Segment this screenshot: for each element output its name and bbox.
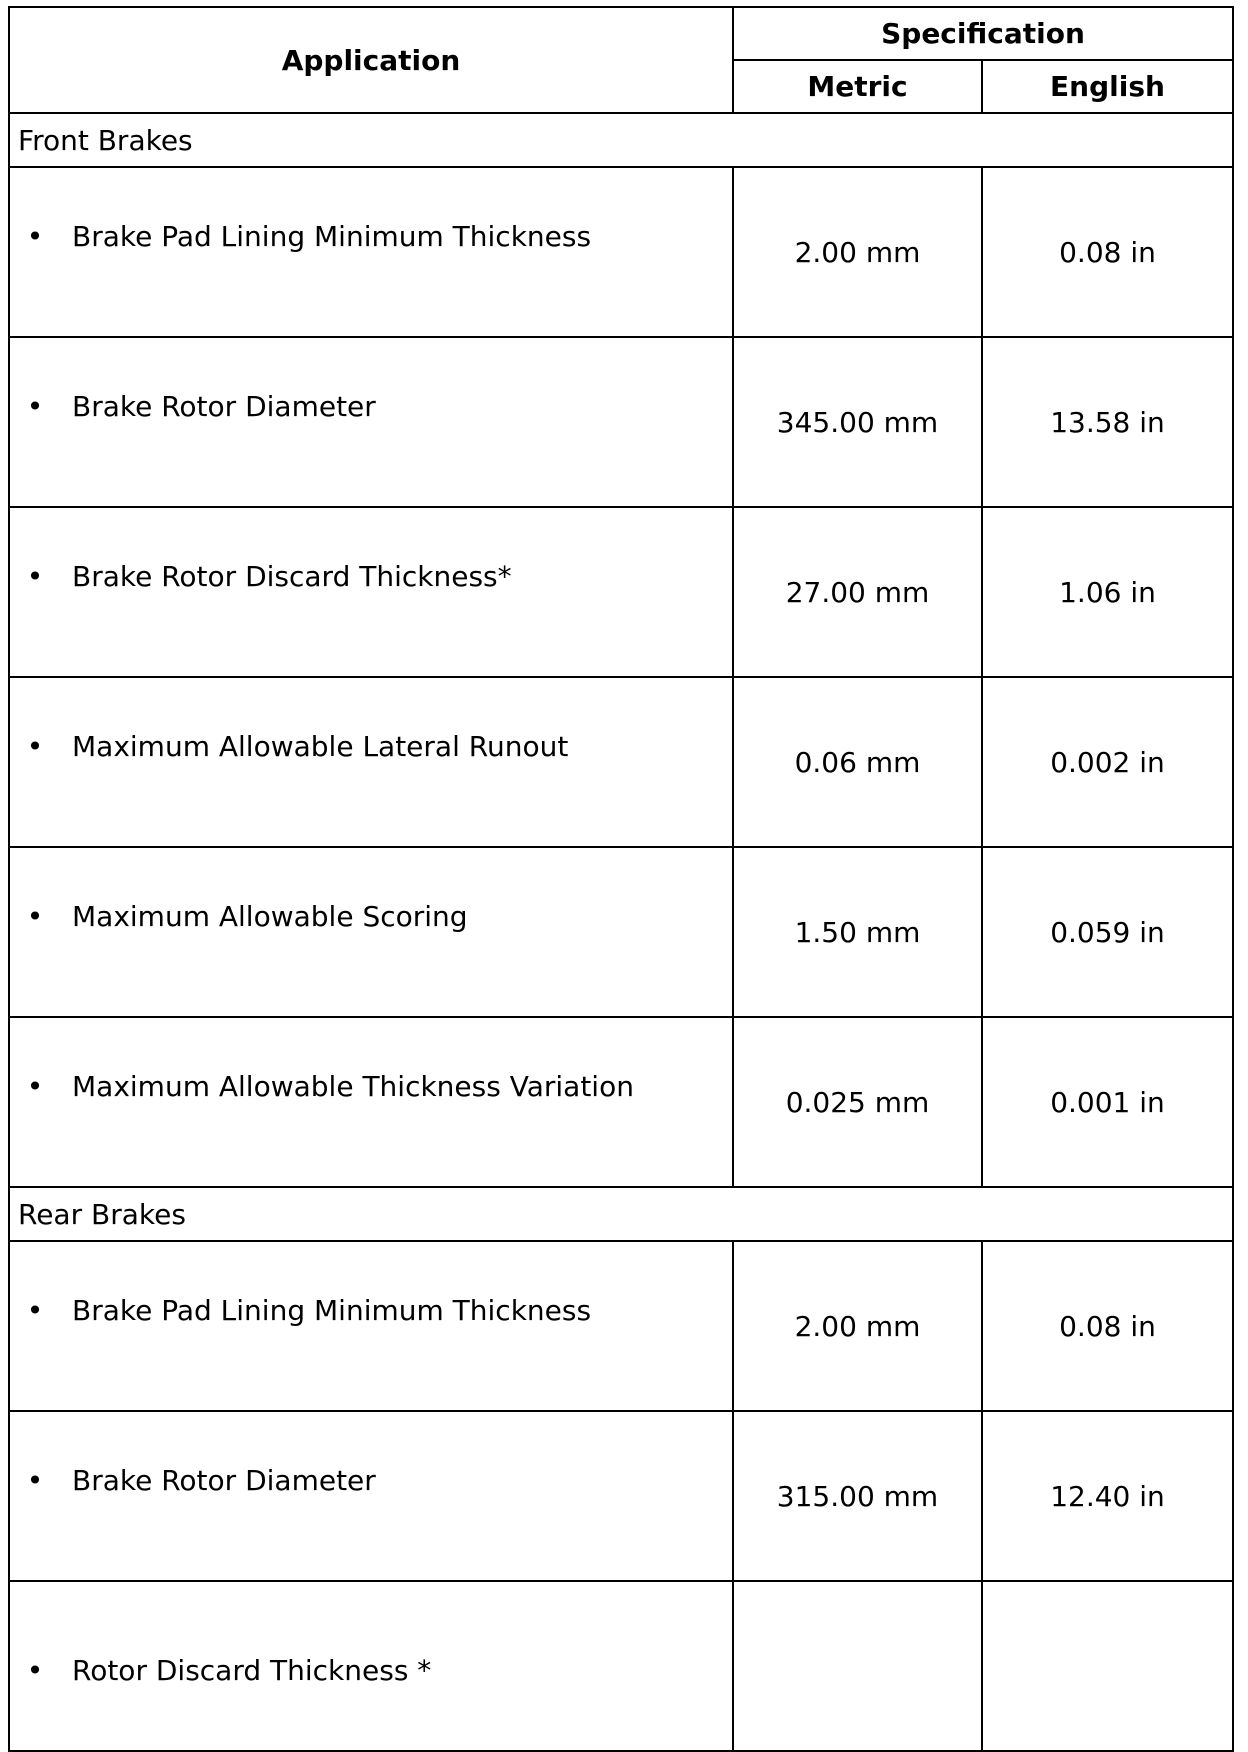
metric-value: 2.00 mm	[733, 167, 982, 337]
bullet: •	[26, 1070, 44, 1103]
bullet: •	[26, 560, 44, 593]
metric-value: 1.50 mm	[733, 847, 982, 1017]
metric-value: 345.00 mm	[733, 337, 982, 507]
application-cell	[9, 1017, 733, 1187]
application-label: Brake Pad Lining Minimum Thickness	[72, 1294, 592, 1327]
application-header: Application	[9, 7, 733, 113]
section-title: Rear Brakes	[9, 1187, 1233, 1241]
application-label: Brake Rotor Discard Thickness*	[72, 560, 512, 593]
application-cell	[9, 167, 733, 337]
application-label: Rotor Discard Thickness *	[72, 1654, 432, 1687]
bullet: •	[26, 390, 44, 423]
english-value	[982, 1581, 1233, 1751]
bullet: •	[26, 1654, 44, 1687]
application-label: Brake Rotor Diameter	[72, 1464, 376, 1497]
section-row-rear-brakes	[9, 1187, 1233, 1241]
english-value: 12.40 in	[982, 1411, 1233, 1581]
english-value: 0.001 in	[982, 1017, 1233, 1187]
application-label: Brake Rotor Diameter	[72, 390, 376, 423]
bullet: •	[26, 730, 44, 763]
table-row	[9, 167, 1233, 337]
application-label: Maximum Allowable Scoring	[72, 900, 468, 933]
specification-table	[8, 6, 1234, 1752]
metric-header: Metric	[733, 60, 982, 113]
table-row	[9, 847, 1233, 1017]
application-cell	[9, 1411, 733, 1581]
table-row	[9, 337, 1233, 507]
metric-value: 0.06 mm	[733, 677, 982, 847]
metric-value: 27.00 mm	[733, 507, 982, 677]
english-header: English	[982, 60, 1233, 113]
section-row-front-brakes	[9, 113, 1233, 167]
table-row	[9, 1241, 1233, 1411]
table-row	[9, 677, 1233, 847]
table-row	[9, 1411, 1233, 1581]
application-cell	[9, 677, 733, 847]
metric-value: 315.00 mm	[733, 1411, 982, 1581]
bullet: •	[26, 220, 44, 253]
bullet: •	[26, 1464, 44, 1497]
metric-value: 2.00 mm	[733, 1241, 982, 1411]
application-cell	[9, 1581, 733, 1751]
table-row	[9, 1581, 1233, 1751]
english-value: 1.06 in	[982, 507, 1233, 677]
bullet: •	[26, 1294, 44, 1327]
bullet: •	[26, 900, 44, 933]
application-cell	[9, 337, 733, 507]
english-value: 0.002 in	[982, 677, 1233, 847]
application-cell	[9, 1241, 733, 1411]
specification-header: Specification	[733, 7, 1233, 60]
application-label: Maximum Allowable Lateral Runout	[72, 730, 569, 763]
application-label: Maximum Allowable Thickness Variation	[72, 1070, 634, 1103]
metric-value: 0.025 mm	[733, 1017, 982, 1187]
english-value: 0.08 in	[982, 1241, 1233, 1411]
application-cell	[9, 507, 733, 677]
application-label: Brake Pad Lining Minimum Thickness	[72, 220, 592, 253]
section-title: Front Brakes	[9, 113, 1233, 167]
application-cell	[9, 847, 733, 1017]
metric-value	[733, 1581, 982, 1751]
header-row-top	[9, 7, 1233, 60]
table-row	[9, 507, 1233, 677]
table-row	[9, 1017, 1233, 1187]
english-value: 13.58 in	[982, 337, 1233, 507]
english-value: 0.059 in	[982, 847, 1233, 1017]
english-value: 0.08 in	[982, 167, 1233, 337]
